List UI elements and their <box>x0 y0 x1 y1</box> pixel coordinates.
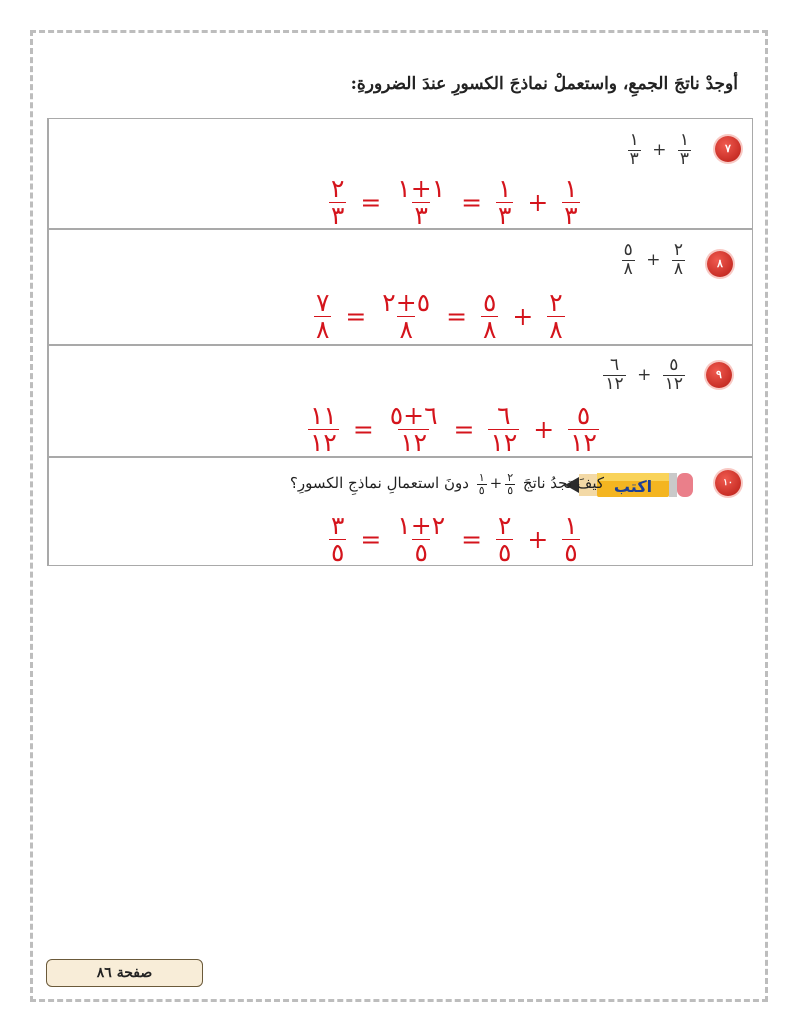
problem-8-question: $\frac{٥}{٨}$ + $\frac{٢}{٨}$ <box>623 240 683 279</box>
problem-9-question: $\frac{٦}{١٢}$ + $\frac{٥}{١٢}$ <box>605 355 683 394</box>
write-label: اكتب <box>613 477 653 496</box>
fraction: $\frac{١}{٣}$ <box>679 130 689 169</box>
problem-number-8: ٨ <box>707 251 733 277</box>
problem-number-9: ٩ <box>706 362 732 388</box>
problem-box-9 <box>47 345 753 457</box>
problem-8-answer: $\frac{٧}{٨}$ = $\frac{٥+٢}{٨}$ = $\frac{٥}{٨}$ + $\frac{٢}{٨}$ <box>316 288 563 345</box>
problem-7-question: $\frac{١}{٣}$ + $\frac{١}{٣}$ <box>629 130 689 169</box>
problem-9-answer: $\frac{١١}{١٢}$ = $\frac{٦+٥}{١٢}$ = $\frac{٦}{١٢}$ + $\frac{٥}{١٢}$ <box>310 401 597 458</box>
problem-box-8 <box>47 229 753 345</box>
problem-7-answer: $\frac{٢}{٣}$ = $\frac{١+١}{٣}$ = $\frac{١}{٣}$ + $\frac{١}{٣}$ <box>331 174 578 231</box>
problem-10-question: كيفَ تجدُ ناتجَ $\frac{١}{٥}$ + $\frac{٢}{٥}$ دونَ استعمالِ نماذجِ الكسورِ؟ <box>289 471 604 497</box>
problem-box-7 <box>47 118 753 229</box>
page-number-label: صفحة ٨٦ <box>46 959 203 987</box>
problem-number-10: ١٠ <box>715 470 741 496</box>
problem-number-7: ٧ <box>715 136 741 162</box>
fraction: $\frac{١}{٣}$ <box>629 130 639 169</box>
instruction-text: أوجدْ ناتجَ الجمعِ، واستعملْ نماذجَ الكسورِ عندَ الضرورةِ: <box>350 74 738 94</box>
problem-10-answer: $\frac{٣}{٥}$ = $\frac{٢+١}{٥}$ = $\frac{٢}{٥}$ + $\frac{١}{٥}$ <box>331 511 578 568</box>
